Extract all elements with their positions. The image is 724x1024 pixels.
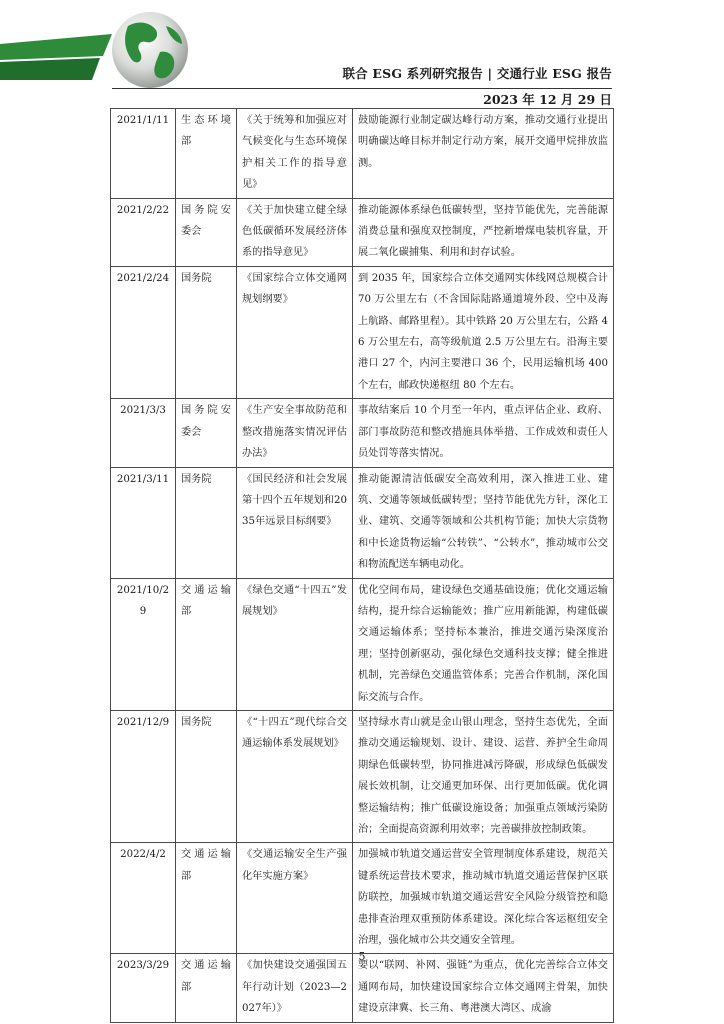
- row-department: 国务院安委会: [176, 198, 237, 266]
- row-department: 交通运输部: [176, 954, 237, 1022]
- row-date: 2021/2/24: [111, 266, 176, 398]
- table-row: [111, 710, 614, 842]
- row-department: 国务院: [176, 710, 237, 842]
- row-department: 国务院: [176, 266, 237, 398]
- header-divider: [112, 88, 612, 89]
- row-policy-title: 《关于统筹和加强应对气候变化与生态环境保护相关工作的指导意见》: [237, 109, 353, 199]
- policy-table: [110, 108, 614, 1023]
- row-content: 加强城市轨道交通运营安全管理制度体系建设，规范关键系统运营技术要求，推动城市轨道交通运营保护区联防联控，加强城市轨道交通运营安全风险分级管控和隐患排查治理双重预防体系建设。深化综合客运枢纽安全治理，强化城市公共交通安全管理。: [353, 843, 614, 954]
- row-content: 优化空间布局，建设绿色交通基础设施；优化交通运输结构，提升综合运输能效；推广应用新能源，构建低碳交通运输体系；坚持标本兼治，推进交通污染深度治理；坚持创新驱动，强化绿色交通科技支撑；健全推进机制，完善绿色交通监管体系；完善合作机制，深化国际交流与合作。: [353, 578, 614, 710]
- row-content: 到 2035 年，国家综合立体交通网实体线网总规模合计 70 万公里左右（不含国际陆路通道境外段、空中及海上航路、邮路里程）。其中铁路 20 万公里左右，公路 46 万公里左右，高等级航道 2.5 万公里左右。沿海主要港口 27 个，内河主要港口 36 个，民用运输机场 400 个左右，邮政快递枢纽 80 个左右。: [353, 266, 614, 398]
- row-department: 国务院安委会: [176, 399, 237, 467]
- report-title: 联合 ESG 系列研究报告 | 交通行业 ESG 报告: [342, 66, 612, 81]
- report-date: 2023 年 12 月 29 日: [483, 92, 612, 107]
- row-content: 推动能源体系绿色低碳转型，坚持节能优先，完善能源消费总量和强度双控制度，严控新增煤电装机容量，开展二氧化碳捕集、利用和封存试验。: [353, 198, 614, 266]
- row-policy-title: 《“十四五”现代综合交通运输体系发展规划》: [237, 710, 353, 842]
- row-content: 事故结案后 10 个月至一年内，重点评估企业、政府、部门事故防范和整改措施具体举措、工作成效和责任人员处罚等落实情况。: [353, 399, 614, 467]
- row-department: 交通运输部: [176, 843, 237, 954]
- row-policy-title: 《国民经济和社会发展第十四个五年规划和2035年远景目标纲要》: [237, 467, 353, 578]
- table-row: [111, 399, 614, 467]
- table-row: [111, 578, 614, 710]
- row-date: 2021/12/9: [111, 710, 176, 842]
- row-date: 2021/3/3: [111, 399, 176, 467]
- row-content: 坚持绿水青山就是金山银山理念，坚持生态优先，全面推动交通运输规划、设计、建设、运营、养护全生命周期绿色低碳转型，协同推进减污降碳，形成绿色低碳发展长效机制，让交通更加环保、出行更加低碳。优化调整运输结构；推广低碳设施设备；加强重点领域污染防治；全面提高资源利用效率；完善碳排放控制政策。: [353, 710, 614, 842]
- table-row: [111, 109, 614, 199]
- table-row: [111, 954, 614, 1022]
- row-policy-title: 《国家综合立体交通网规划纲要》: [237, 266, 353, 398]
- row-content: 推动能源清洁低碳安全高效利用，深入推进工业、建筑、交通等领域低碳转型；坚持节能优先方针，深化工业、建筑、交通等领域和公共机构节能；加快大宗货物和中长途货物运输“公转铁”、“公转水”，推动城市公交和物流配送车辆电动化。: [353, 467, 614, 578]
- table-row: [111, 266, 614, 398]
- row-date: 2021/10/29: [111, 578, 176, 710]
- row-content: 要以“联网、补网、强链”为重点，优化完善综合立体交通网布局，加快建设国家综合立体交通网主骨架，加快建设京津冀、长三角、粤港澳大湾区、成渝: [353, 954, 614, 1022]
- row-content: 鼓励能源行业制定碳达峰行动方案，推动交通行业提出明确碳达峰目标并制定行动方案，展开交通甲烷排放监测。: [353, 109, 614, 199]
- table-row: [111, 467, 614, 578]
- row-date: 2022/4/2: [111, 843, 176, 954]
- row-policy-title: 《加快建设交通强国五年行动计划（2023—2027年）》: [237, 954, 353, 1022]
- row-department: 交通运输部: [176, 578, 237, 710]
- row-date: 2021/3/11: [111, 467, 176, 578]
- row-department: 国务院: [176, 467, 237, 578]
- row-date: 2023/3/29: [111, 954, 176, 1022]
- table-row: [111, 843, 614, 954]
- row-department: 生态环境部: [176, 109, 237, 199]
- row-date: 2021/2/22: [111, 198, 176, 266]
- row-policy-title: 《绿色交通“十四五”发展规划》: [237, 578, 353, 710]
- row-policy-title: 《生产安全事故防范和整改措施落实情况评估办法》: [237, 399, 353, 467]
- row-policy-title: 《交通运输安全生产强化年实施方案》: [237, 843, 353, 954]
- row-policy-title: 《关于加快建立健全绿色低碳循环发展经济体系的指导意见》: [237, 198, 353, 266]
- page-number: 5: [358, 950, 366, 963]
- row-date: 2021/1/11: [111, 109, 176, 199]
- table-row: [111, 198, 614, 266]
- globe-logo: [0, 0, 200, 100]
